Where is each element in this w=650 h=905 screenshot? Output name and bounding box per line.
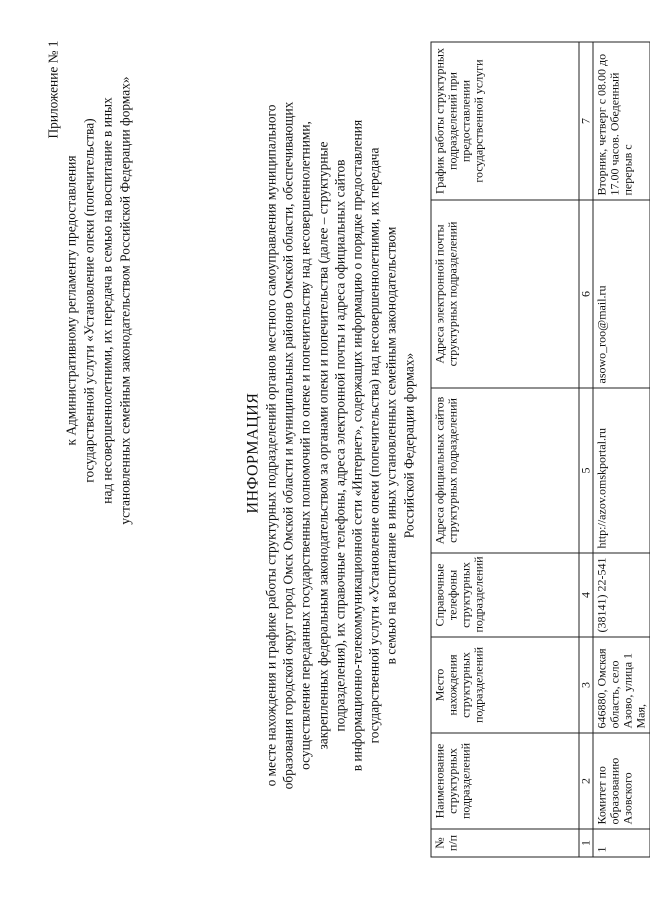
subtitle-line: Российской Федерации формах» bbox=[400, 352, 416, 538]
column-number: 5 bbox=[579, 388, 593, 553]
column-number: 7 bbox=[579, 42, 593, 200]
column-header: Адреса официальных сайтов структурных подразделений bbox=[431, 388, 579, 553]
column-header: Справочные телефоны структурных подразделений bbox=[431, 553, 579, 637]
column-number: 3 bbox=[579, 637, 593, 733]
column-number: 6 bbox=[579, 200, 593, 388]
appendix-line: над несовершеннолетними, их передача в семью на воспитание в иных bbox=[99, 96, 114, 504]
appendix-number: Приложение № 1 bbox=[45, 40, 60, 139]
table-index-row bbox=[579, 42, 593, 857]
unit-schedule: Вторник, четверг с 08.00 до 17.00 часов. Обеденный перерыв с bbox=[593, 42, 650, 200]
table-header-row bbox=[431, 42, 579, 857]
unit-email: asowo_roo@mail.ru bbox=[593, 200, 650, 388]
column-header: Наименование структурных подразделений bbox=[431, 733, 579, 829]
appendix-line: к Административному регламенту предоставления bbox=[63, 154, 78, 446]
subtitle-line: осуществление переданных государственных полномочий по опеке и попечительству над несовершеннолетними, bbox=[297, 120, 313, 770]
document-title: ИНФОРМАЦИЯ bbox=[244, 392, 261, 513]
document-subtitle bbox=[262, 55, 417, 835]
subtitle-line: в информационно-телекоммуникационной сети «Интернет», содержащих информацию о порядке предоставления bbox=[349, 119, 365, 771]
unit-name: Комитет по образованию Азовского bbox=[593, 733, 650, 829]
unit-website: http://azov.omskportal.ru bbox=[593, 388, 650, 553]
unit-phone: (38141) 22-541 bbox=[593, 553, 650, 637]
appendix-line: государственной услуги «Установление опеки (попечительства) bbox=[81, 117, 96, 483]
column-header: Место нахождения структурных подразделений bbox=[431, 637, 579, 733]
column-header: График работы структурных подразделений при предоставлении государственной услуги bbox=[431, 42, 579, 200]
appendix-header bbox=[44, 40, 134, 560]
column-number: 4 bbox=[579, 553, 593, 637]
subtitle-line: о месте нахождения и графике работы структурных подразделений органов местного самоуправления муниципального bbox=[263, 104, 278, 786]
subtitle-line: в семью на воспитание в иных установленных семейным законодательством bbox=[383, 226, 399, 664]
table-row bbox=[593, 42, 650, 857]
row-number: 1 bbox=[593, 829, 650, 857]
subtitle-line: подразделения), их справочные телефоны, адреса электронной почты и адреса официальных сайтов bbox=[331, 159, 347, 731]
unit-address: 646880, Омская область, село Азово, улица 1 Мая, bbox=[593, 637, 650, 733]
appendix-line: установленных семейным законодательством Российской Федерации формах» bbox=[117, 75, 132, 525]
subtitle-line: государственной услуги «Установление опеки (попечительства) над несовершеннолетними, их передача bbox=[366, 147, 382, 743]
column-header: № п/п bbox=[431, 829, 579, 857]
subtitle-line: образования городской округ город Омск Омской области и муниципальных районов Омской области, обеспечивающих bbox=[280, 101, 296, 789]
column-number: 2 bbox=[579, 733, 593, 829]
column-number: 1 bbox=[579, 829, 593, 857]
subtitle-line: закрепленных федеральным законодательством за органами опеки и попечительства (далее – структурные bbox=[314, 141, 330, 749]
column-header: Адреса электронной почты структурных подразделений bbox=[431, 200, 579, 388]
units-table bbox=[430, 41, 650, 857]
